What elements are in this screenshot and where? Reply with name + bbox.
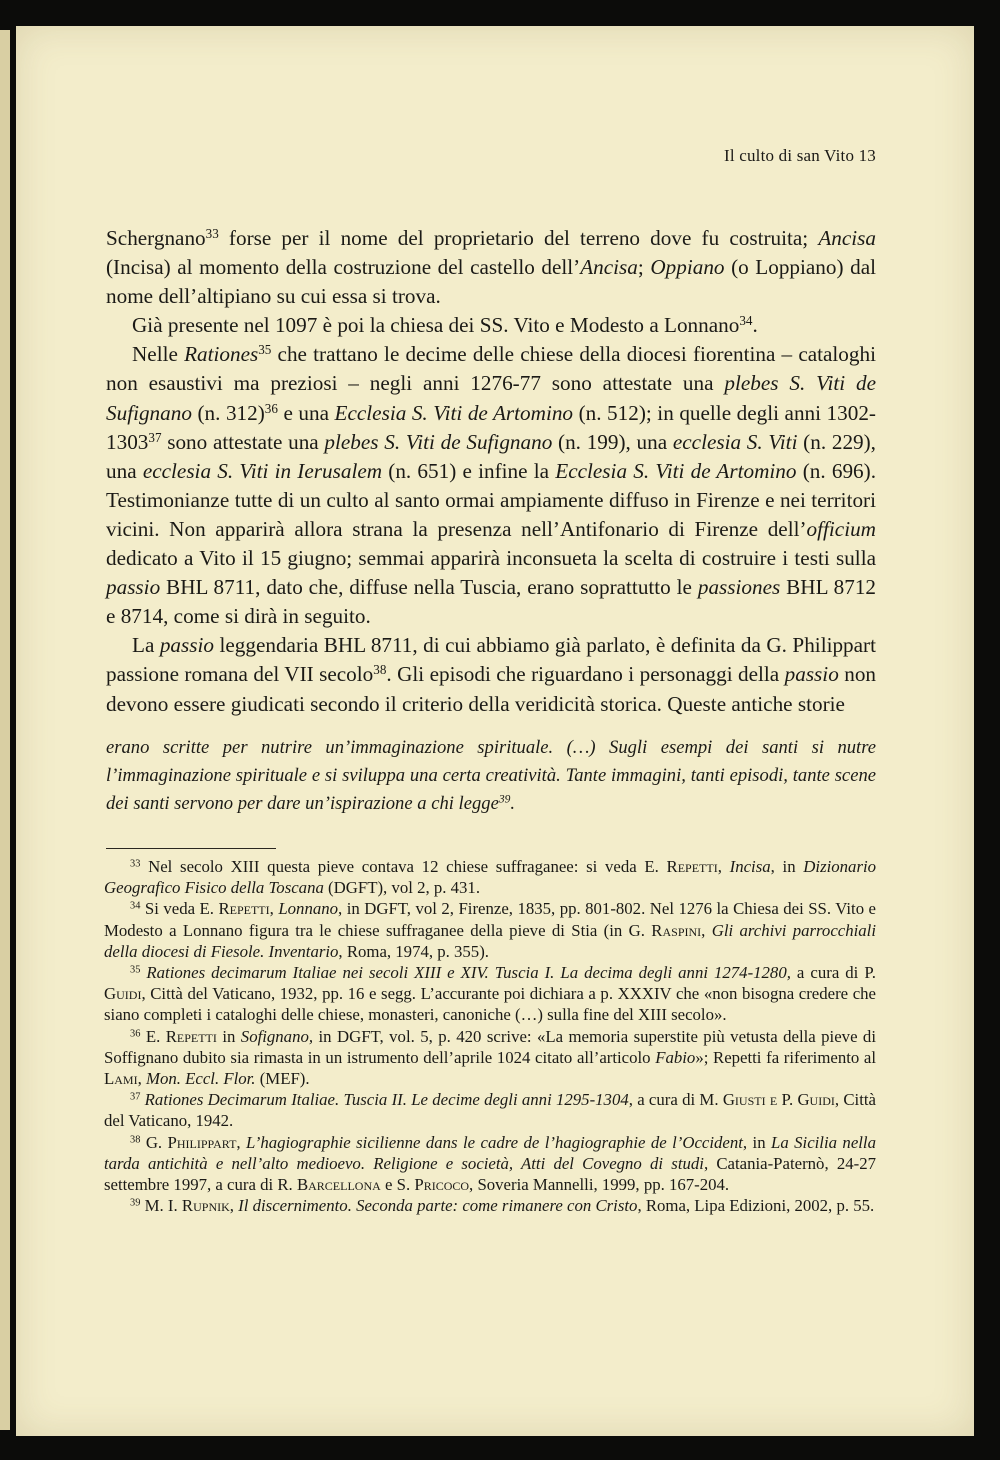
italic-run: Ancisa: [818, 226, 876, 250]
text-run: .: [510, 793, 515, 814]
adjacent-page-edge: [0, 30, 10, 1430]
text-run: , Città del Vaticano, 1932, pp. 16 e segg. L’accurante poi dichiara a p. XXXIV che «non bisogna credere che siano completi i cataloghi delle chiese, monasteri, canoniche (…) sulla fine del XIII secolo».: [104, 984, 876, 1025]
italic-run: Lonnano: [278, 899, 339, 919]
footnote: [104, 1132, 876, 1196]
text-run: Si veda E.: [140, 899, 219, 919]
footnote: [104, 1026, 876, 1090]
footnote: [104, 856, 876, 898]
text-run: in DGFT, vol. 5, p. 420 scrive: «La memoria superstite più vetusta della pieve di Soffignano dubito sia rimasta in un istrumento dell’aprile 1024 citato all’articolo: [104, 1026, 876, 1067]
main-text: [106, 224, 876, 719]
footnote-ref: 38: [373, 662, 387, 678]
text-run: (n. 312): [191, 400, 265, 425]
italic-run: Il discernimento. Seconda parte: come rimanere con Cristo: [238, 1196, 638, 1216]
italic-run: Mon. Eccl. Flor.: [145, 1069, 256, 1089]
text-run: (n. 696). Testimonianze tutte di un culto al santo ormai ampiamente diffuso in Firenze e nei territori vicini. Non apparirà allora strana la presenza nell’Antifonario di Firenze dell’: [106, 458, 877, 541]
author-name: Repetti: [165, 1026, 217, 1046]
author-name: Pricoco: [414, 1175, 470, 1195]
italic-run: Ecclesia S. Viti de Artomino: [334, 400, 574, 425]
text-run: , in DGFT, vol 2, Firenze, 1835, pp. 801-802. Nel 1276 la Chiesa dei SS. Vito e Modesto a Lonnano figura tra le chiese suffraganee della pieve di Stia (in G.: [104, 899, 877, 940]
italic-run: passio: [159, 633, 214, 658]
italic-run: ecclesia S. Viti in Ierusalem: [142, 458, 383, 483]
text-run: ;: [637, 255, 651, 280]
text-run: (n. 651) e infine la: [382, 458, 556, 483]
text-run: , Roma, Lipa Edizioni, 2002, p. 55.: [637, 1196, 875, 1216]
text-run: E.: [140, 1026, 166, 1046]
author-name: Guidi: [104, 984, 142, 1004]
text-run: ,: [137, 1069, 146, 1089]
author-name: Rupnik: [181, 1196, 230, 1216]
text-run: . Gli episodi che riguardano i personaggi della: [386, 662, 785, 687]
italic-run: Rationes Decimarum Italiae. Tuscia II. Le decime degli anni 1295-1304: [140, 1090, 629, 1110]
text-run: ,: [229, 1196, 239, 1216]
text-run: erano scritte per nutrire un’immaginazione spirituale. (…) Sugli esempi dei santi si nutre l’immaginazione spirituale e si sviluppa una certa creatività. Tante immagini, tanti episodi, tante scene dei santi servono per dare un’ispirazione a chi legge: [106, 737, 876, 814]
italic-run: Gli archivi parrocchiali della diocesi di Fiesole. Inventario: [104, 920, 876, 961]
text-run: P.: [777, 1090, 798, 1110]
text-run: (n. 229), una: [106, 429, 876, 483]
author-name: Raspini: [651, 920, 702, 940]
text-run: ,: [717, 857, 730, 876]
running-header: [668, 146, 876, 166]
italic-run: passiones: [697, 575, 781, 600]
text-run: , Soveria Mannelli, 1999, pp. 167-204.: [469, 1175, 730, 1195]
footnote-ref: 35: [258, 342, 272, 358]
text-run: La: [132, 633, 160, 658]
text-run: in: [216, 1026, 241, 1046]
italic-run: officium: [806, 516, 876, 541]
italic-run: Ancisa: [580, 255, 638, 280]
author-name: Giusti e: [722, 1090, 778, 1110]
text-run: M. I.: [140, 1196, 182, 1216]
footnote-number: 38: [130, 1133, 141, 1145]
italic-run: plebes S. Viti de Sufignano: [324, 429, 553, 454]
text-run: ,: [701, 920, 712, 940]
author-name: Barcellona: [296, 1175, 381, 1195]
footnote-number: 35: [130, 964, 141, 976]
footnote-number: 36: [130, 1027, 141, 1039]
text-run: non devono essere giudicati secondo il criterio della veridicità storica. Queste antiche storie: [106, 662, 877, 716]
footnote-number: 34: [130, 900, 141, 912]
text-run: forse per il nome del proprietario del terreno dove fu costruita;: [218, 226, 819, 250]
text-run: sono attestate una: [161, 429, 325, 454]
running-title: Il culto di san Vito: [723, 146, 855, 165]
footnotes: [104, 856, 876, 1216]
text-run: che trattano le decime delle chiese della diocesi fiorentina – cataloghi non esaustivi ma preziosi – negli anni 1276-77 sono attestate una: [106, 342, 876, 396]
italic-run: Sofignano,: [240, 1026, 314, 1046]
footnote-separator: [106, 848, 276, 849]
text-run: , Roma, 1974, p. 355).: [338, 941, 489, 961]
text-run: , Catania-Paternò, 24-27 settembre 1997, a cura di R.: [104, 1153, 876, 1195]
author-name: Repetti: [218, 899, 270, 919]
text-run: .: [752, 313, 758, 338]
italic-run: Dizionario Geografico Fisico della Toscana: [104, 857, 877, 898]
footnote-ref: 33: [205, 225, 219, 241]
text-run: , Città del Vaticano, 1942.: [104, 1090, 876, 1131]
text-run: , a cura di M.: [628, 1090, 723, 1110]
footnote: [104, 1195, 876, 1216]
footnote: [104, 898, 876, 962]
italic-run: Rationes: [184, 342, 259, 367]
author-name: Guidi: [797, 1090, 835, 1110]
text-run: Già presente nel 1097 è poi la chiesa dei SS. Vito e Modesto a Lonnano: [132, 313, 740, 338]
text-run: BHL 8712 e 8714, come si dirà in seguito.: [106, 575, 877, 629]
italic-run: Oppiano: [650, 255, 725, 280]
text-run: (n. 199), una: [552, 429, 673, 454]
italic-run: plebes S. Viti de Sufignano: [106, 371, 877, 425]
footnote-ref: 39: [498, 793, 511, 806]
text-run: »; Repetti fa riferimento al: [695, 1047, 877, 1067]
italic-run: La Sicilia nella tarda antichità e nell’alto medioevo. Religione e società, Atti del Covegno di studi: [104, 1132, 876, 1173]
footnote-number: 37: [130, 1091, 141, 1103]
author-name: Lami: [104, 1069, 138, 1089]
footnote-number: 33: [130, 858, 141, 870]
footnote-ref: 36: [264, 400, 278, 416]
text-run: Nelle: [132, 342, 185, 367]
footnote: [104, 962, 876, 1026]
text-run: e S.: [380, 1175, 415, 1195]
italic-run: Ecclesia S. Viti de Artomino: [555, 458, 797, 483]
text-run: ,: [269, 899, 279, 919]
footnote-number: 39: [130, 1197, 141, 1209]
footnote-ref: 37: [148, 429, 162, 445]
text-run: Schergnano: [106, 226, 206, 250]
text-run: (MEF).: [255, 1069, 310, 1089]
page-number: 13: [858, 146, 876, 165]
text-run: e una: [277, 400, 335, 425]
italic-run: L’hagiographie sicilienne dans le cadre de l’hagiographie de l’Occident: [246, 1132, 743, 1152]
text-run: (n. 512); in quelle degli anni 1302-1303: [106, 400, 876, 454]
paragraph: [106, 631, 876, 718]
italic-run: ecclesia S. Viti: [672, 429, 798, 454]
text-run: leggendaria BHL 8711, di cui abbiamo già parlato, è definita da G. Philippart passione romana del VII secolo: [106, 633, 876, 687]
text-run: , in: [770, 857, 804, 876]
text-run: Nel secolo XIII questa pieve contava 12 chiese suffraganee: si veda E.: [140, 857, 667, 876]
text-run: BHL 8711, dato che, diffuse nella Tuscia, erano soprattutto le: [160, 575, 698, 600]
text-run: , in: [742, 1132, 771, 1152]
text-run: (o Loppiano) dal nome dell’altipiano su cui essa si trova.: [106, 255, 876, 309]
text-run: a cura di P.: [790, 963, 877, 983]
italic-run: Incisa: [729, 857, 771, 876]
block-quote: [106, 734, 876, 818]
quote-text: [106, 734, 876, 818]
italic-run: passio: [784, 662, 839, 687]
paragraph: [106, 340, 876, 631]
author-name: Philippart: [167, 1132, 237, 1152]
footnote-ref: 34: [739, 313, 753, 329]
text-run: dedicato a Vito il 15 giugno; semmai apparirà inconsueta la scelta di costruire i testi sulla: [106, 546, 876, 571]
paragraph: [106, 224, 876, 311]
italic-run: Fabio: [655, 1047, 696, 1067]
text-run: (DGFT), vol 2, p. 431.: [323, 878, 481, 898]
italic-run: passio: [106, 575, 161, 600]
text-run: G.: [140, 1132, 168, 1152]
italic-run: Rationes decimarum Italiae nei secoli XIII e XIV. Tuscia I. La decima degli anni 1274-1280,: [140, 963, 791, 983]
footnote: [104, 1089, 876, 1131]
text-run: (Incisa) al momento della costruzione del castello dell’: [106, 255, 581, 280]
text-run: ,: [236, 1132, 247, 1152]
paragraph: [106, 311, 876, 340]
author-name: Repetti: [666, 857, 718, 876]
